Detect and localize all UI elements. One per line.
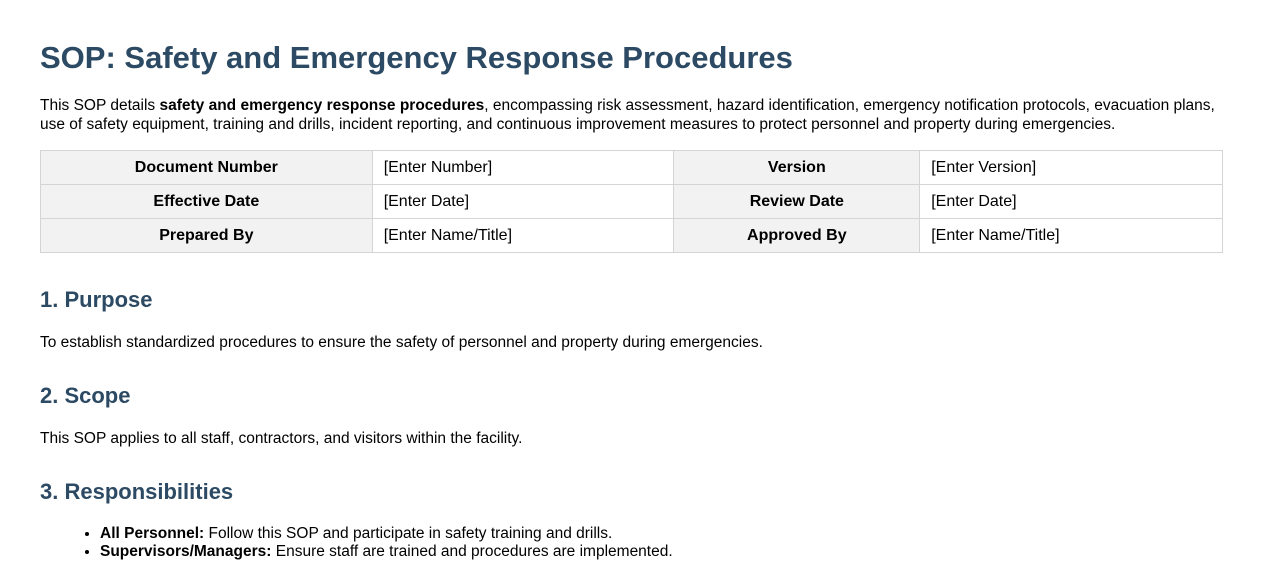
- approved-by-value: [Enter Name/Title]: [920, 219, 1223, 253]
- review-date-label: Review Date: [674, 185, 920, 219]
- intro-suffix: , encompassing risk assessment, hazard identification, emergency notification protocols, evacuation plans, use of safety equipment, training and drills, incident reporting, and continuous improvement measures to protect personnel and property during emergencies.: [40, 97, 1215, 133]
- document-number-label: Document Number: [41, 151, 373, 185]
- version-label: Version: [674, 151, 920, 185]
- role-text: Ensure staff are trained and procedures are implemented.: [271, 543, 673, 560]
- table-row: [41, 151, 1223, 185]
- intro-bold: safety and emergency response procedures: [159, 97, 485, 114]
- role-label: All Personnel:: [100, 525, 205, 542]
- intro-paragraph: [40, 97, 1223, 134]
- role-text: Follow this SOP and participate in safety training and drills.: [204, 525, 613, 542]
- page-title: SOP: Safety and Emergency Response Procedures: [40, 40, 793, 75]
- version-value: [Enter Version]: [920, 151, 1223, 185]
- effective-date-value: [Enter Date]: [372, 185, 674, 219]
- table-row: [41, 185, 1223, 219]
- purpose-text: To establish standardized procedures to ensure the safety of personnel and property during emergencies.: [40, 334, 763, 351]
- review-date-value: [Enter Date]: [920, 185, 1223, 219]
- role-label: Supervisors/Managers:: [100, 543, 272, 560]
- scope-heading: 2. Scope: [40, 383, 131, 408]
- responsibilities-heading: 3. Responsibilities: [40, 479, 234, 504]
- prepared-by-value: [Enter Name/Title]: [372, 219, 674, 253]
- approved-by-label: Approved By: [674, 219, 920, 253]
- intro-prefix: This SOP details: [40, 97, 160, 114]
- effective-date-label: Effective Date: [41, 185, 373, 219]
- table-row: [41, 219, 1223, 253]
- purpose-heading: 1. Purpose: [40, 287, 153, 312]
- list-item: [100, 543, 673, 561]
- prepared-by-label: Prepared By: [41, 219, 373, 253]
- list-item: [100, 525, 673, 543]
- document-number-value: [Enter Number]: [372, 151, 674, 185]
- responsibilities-list: [40, 525, 673, 561]
- scope-text: This SOP applies to all staff, contractors, and visitors within the facility.: [40, 430, 523, 447]
- document-info-table: [40, 150, 1223, 253]
